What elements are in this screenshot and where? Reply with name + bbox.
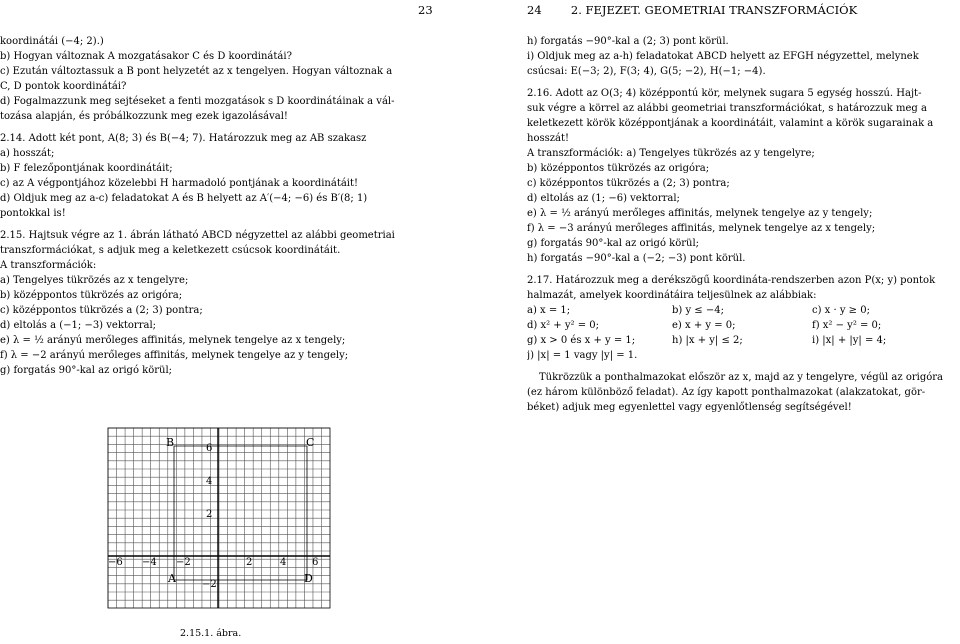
- condition-item: f) x² − y² = 0;: [812, 320, 882, 331]
- condition-item: h) |x + y| ≤ 2;: [672, 335, 743, 346]
- text-line: 2.17. Határozzuk meg a derékszögű koordináta-rendszerben azon P(x; y) pontok: [527, 275, 936, 286]
- text-line: tozása alapján, és próbálkozzunk meg ezek igazolásával!: [0, 111, 288, 122]
- label-D: D: [304, 572, 313, 585]
- right-text: [527, 34, 960, 415]
- text-line: c) középpontos tükrözés a (2; 3) pontra;: [0, 305, 203, 316]
- condition-item: g) x > 0 és x + y = 1;: [527, 335, 636, 346]
- right-page: [527, 0, 960, 644]
- text-line: keletkezett körök középpontjának a koordinátáit, valamint a körök sugarainak a: [527, 118, 934, 129]
- text-line: 2.15. Hajtsuk végre az 1. ábrán látható ABCD négyzettel az alábbi geometriai: [0, 230, 395, 241]
- y-tick-2: 2: [206, 509, 213, 520]
- condition-row: [527, 303, 960, 318]
- paragraph-gap: [527, 266, 960, 273]
- x-tick-neg4: −4: [142, 557, 157, 568]
- text-line: d) Oldjuk meg az a-c) feladatokat A és B helyett az A′(−4; −6) és B′(8; 1): [0, 193, 368, 204]
- text-line: (ez három különböző feladat). Az így kapott ponthalmazokat (alakzatokat, gör-: [527, 387, 926, 398]
- text-line: d) Fogalmazzunk meg sejtéseket a fenti mozgatások s D koordinátáinak a vál-: [0, 96, 395, 107]
- text-line: d) eltolás az (1; −6) vektorral;: [527, 193, 680, 204]
- condition-item: j) |x| = 1 vagy |y| = 1.: [527, 350, 638, 361]
- text-line: 2.16. Adott az O(3; 4) középpontú kör, melynek sugara 5 egység hosszú. Hajt-: [527, 88, 922, 99]
- left-text: [0, 34, 395, 378]
- x-tick-4: 4: [280, 557, 287, 568]
- text-line: transzformációkat, s adjuk meg a keletkezett csúcsok koordinátáit.: [0, 245, 341, 256]
- y-tick-neg2: −2: [202, 579, 217, 590]
- label-B: B: [166, 436, 175, 449]
- x-tick-6: 6: [312, 557, 319, 568]
- text-line: b) középpontos tükrözés az origóra;: [0, 290, 183, 301]
- text-line: f) λ = −3 arányú merőleges affinitás, melynek tengelye az x tengely;: [527, 223, 876, 234]
- x-tick-neg2: −2: [176, 557, 191, 568]
- text-line: A transzformációk: a) Tengelyes tükrözés az y tengelyre;: [527, 148, 815, 159]
- y-tick-4: 4: [206, 476, 213, 487]
- label-A: A: [168, 572, 176, 585]
- page-number: 23: [418, 3, 433, 17]
- paragraph-gap: [527, 363, 960, 370]
- paragraph-gap: [527, 79, 960, 86]
- label-C: C: [306, 436, 315, 449]
- condition-item: d) x² + y² = 0;: [527, 320, 599, 331]
- text-line: b) F felezőpontjának koordinátáit;: [0, 163, 173, 174]
- x-tick-2: 2: [246, 557, 253, 568]
- text-line: csúcsai: E(−3; 2), F(3; 4), G(5; −2), H(−1; −4).: [527, 66, 766, 77]
- condition-item: i) |x| + |y| = 4;: [812, 335, 887, 346]
- text-line: pontokkal is!: [0, 208, 66, 219]
- condition-item: [812, 348, 960, 363]
- condition-item: [672, 348, 812, 363]
- y-tick-6: 6: [206, 443, 213, 454]
- text-line: f) λ = −2 arányú merőleges affinitás, melynek tengelye az y tengely;: [0, 350, 349, 361]
- x-tick-neg6: −6: [108, 557, 123, 568]
- condition-item: c) x · y ≥ 0;: [812, 305, 870, 316]
- condition-item: b) y ≤ −4;: [672, 305, 724, 316]
- text-line: koordinátái (−4; 2).): [0, 36, 104, 47]
- left-page: [0, 0, 470, 644]
- text-line: e) λ = ½ arányú merőleges affinitás, melynek tengelye az y tengely;: [527, 208, 873, 219]
- text-line: suk végre a körrel az alábbi geometriai transzformációkat, s határozzuk meg a: [527, 103, 927, 114]
- figure-caption: 2.15.1. ábra.: [180, 628, 242, 639]
- text-line: h) forgatás −90°-kal a (−2; −3) pont körül.: [527, 253, 746, 264]
- text-line: A transzformációk:: [0, 260, 97, 271]
- condition-item: a) x = 1;: [527, 305, 571, 316]
- paragraph-gap: [0, 124, 395, 131]
- text-line: h) forgatás −90°-kal a (2; 3) pont körül.: [527, 36, 729, 47]
- text-line: b) Hogyan változnak A mozgatásakor C és D koordinátái?: [0, 51, 292, 62]
- text-line: béket) adjuk meg egyenlettel vagy egyenlőtlenség segítségével!: [527, 402, 852, 413]
- condition-row: [527, 318, 960, 333]
- text-line: a) Tengelyes tükrözés az x tengelyre;: [0, 275, 189, 286]
- text-line: Tükrözzük a ponthalmazokat először az x, majd az y tengelyre, végül az origóra: [539, 372, 944, 383]
- running-header: 24 2. FEJEZET. GEOMETRIAI TRANSZFORMÁCIÓK: [527, 3, 858, 17]
- text-line: c) az A végpontjához közelebbi H harmadoló pontjának a koordinátáit!: [0, 178, 359, 189]
- text-line: c) Ezután változtassuk a B pont helyzetét az x tengelyen. Hogyan változnak a: [0, 66, 393, 77]
- text-line: g) forgatás 90°-kal az origó körül;: [527, 238, 700, 249]
- text-line: a) hosszát;: [0, 148, 55, 159]
- coordinate-grid-figure: [96, 412, 346, 624]
- text-line: i) Oldjuk meg az a-h) feladatokat ABCD helyett az EFGH négyzettel, melynek: [527, 51, 919, 62]
- text-line: b) középpontos tükrözés az origóra;: [527, 163, 710, 174]
- condition-item: e) x + y = 0;: [672, 320, 736, 331]
- text-line: hosszát!: [527, 133, 569, 144]
- text-line: c) középpontos tükrözés a (2; 3) pontra;: [527, 178, 730, 189]
- text-line: C, D pontok koordinátái?: [0, 81, 127, 92]
- text-line: halmazát, amelyek koordinátáira teljesülnek az alábbiak:: [527, 290, 817, 301]
- text-line: e) λ = ½ arányú merőleges affinitás, melynek tengelye az x tengely;: [0, 335, 346, 346]
- condition-row: [527, 348, 960, 363]
- text-line: d) eltolás a (−1; −3) vektorral;: [0, 320, 157, 331]
- condition-row: [527, 333, 960, 348]
- text-line: g) forgatás 90°-kal az origó körül;: [0, 365, 173, 376]
- text-line: 2.14. Adott két pont, A(8; 3) és B(−4; 7). Határozzuk meg az AB szakasz: [0, 133, 367, 144]
- paragraph-gap: [0, 221, 395, 228]
